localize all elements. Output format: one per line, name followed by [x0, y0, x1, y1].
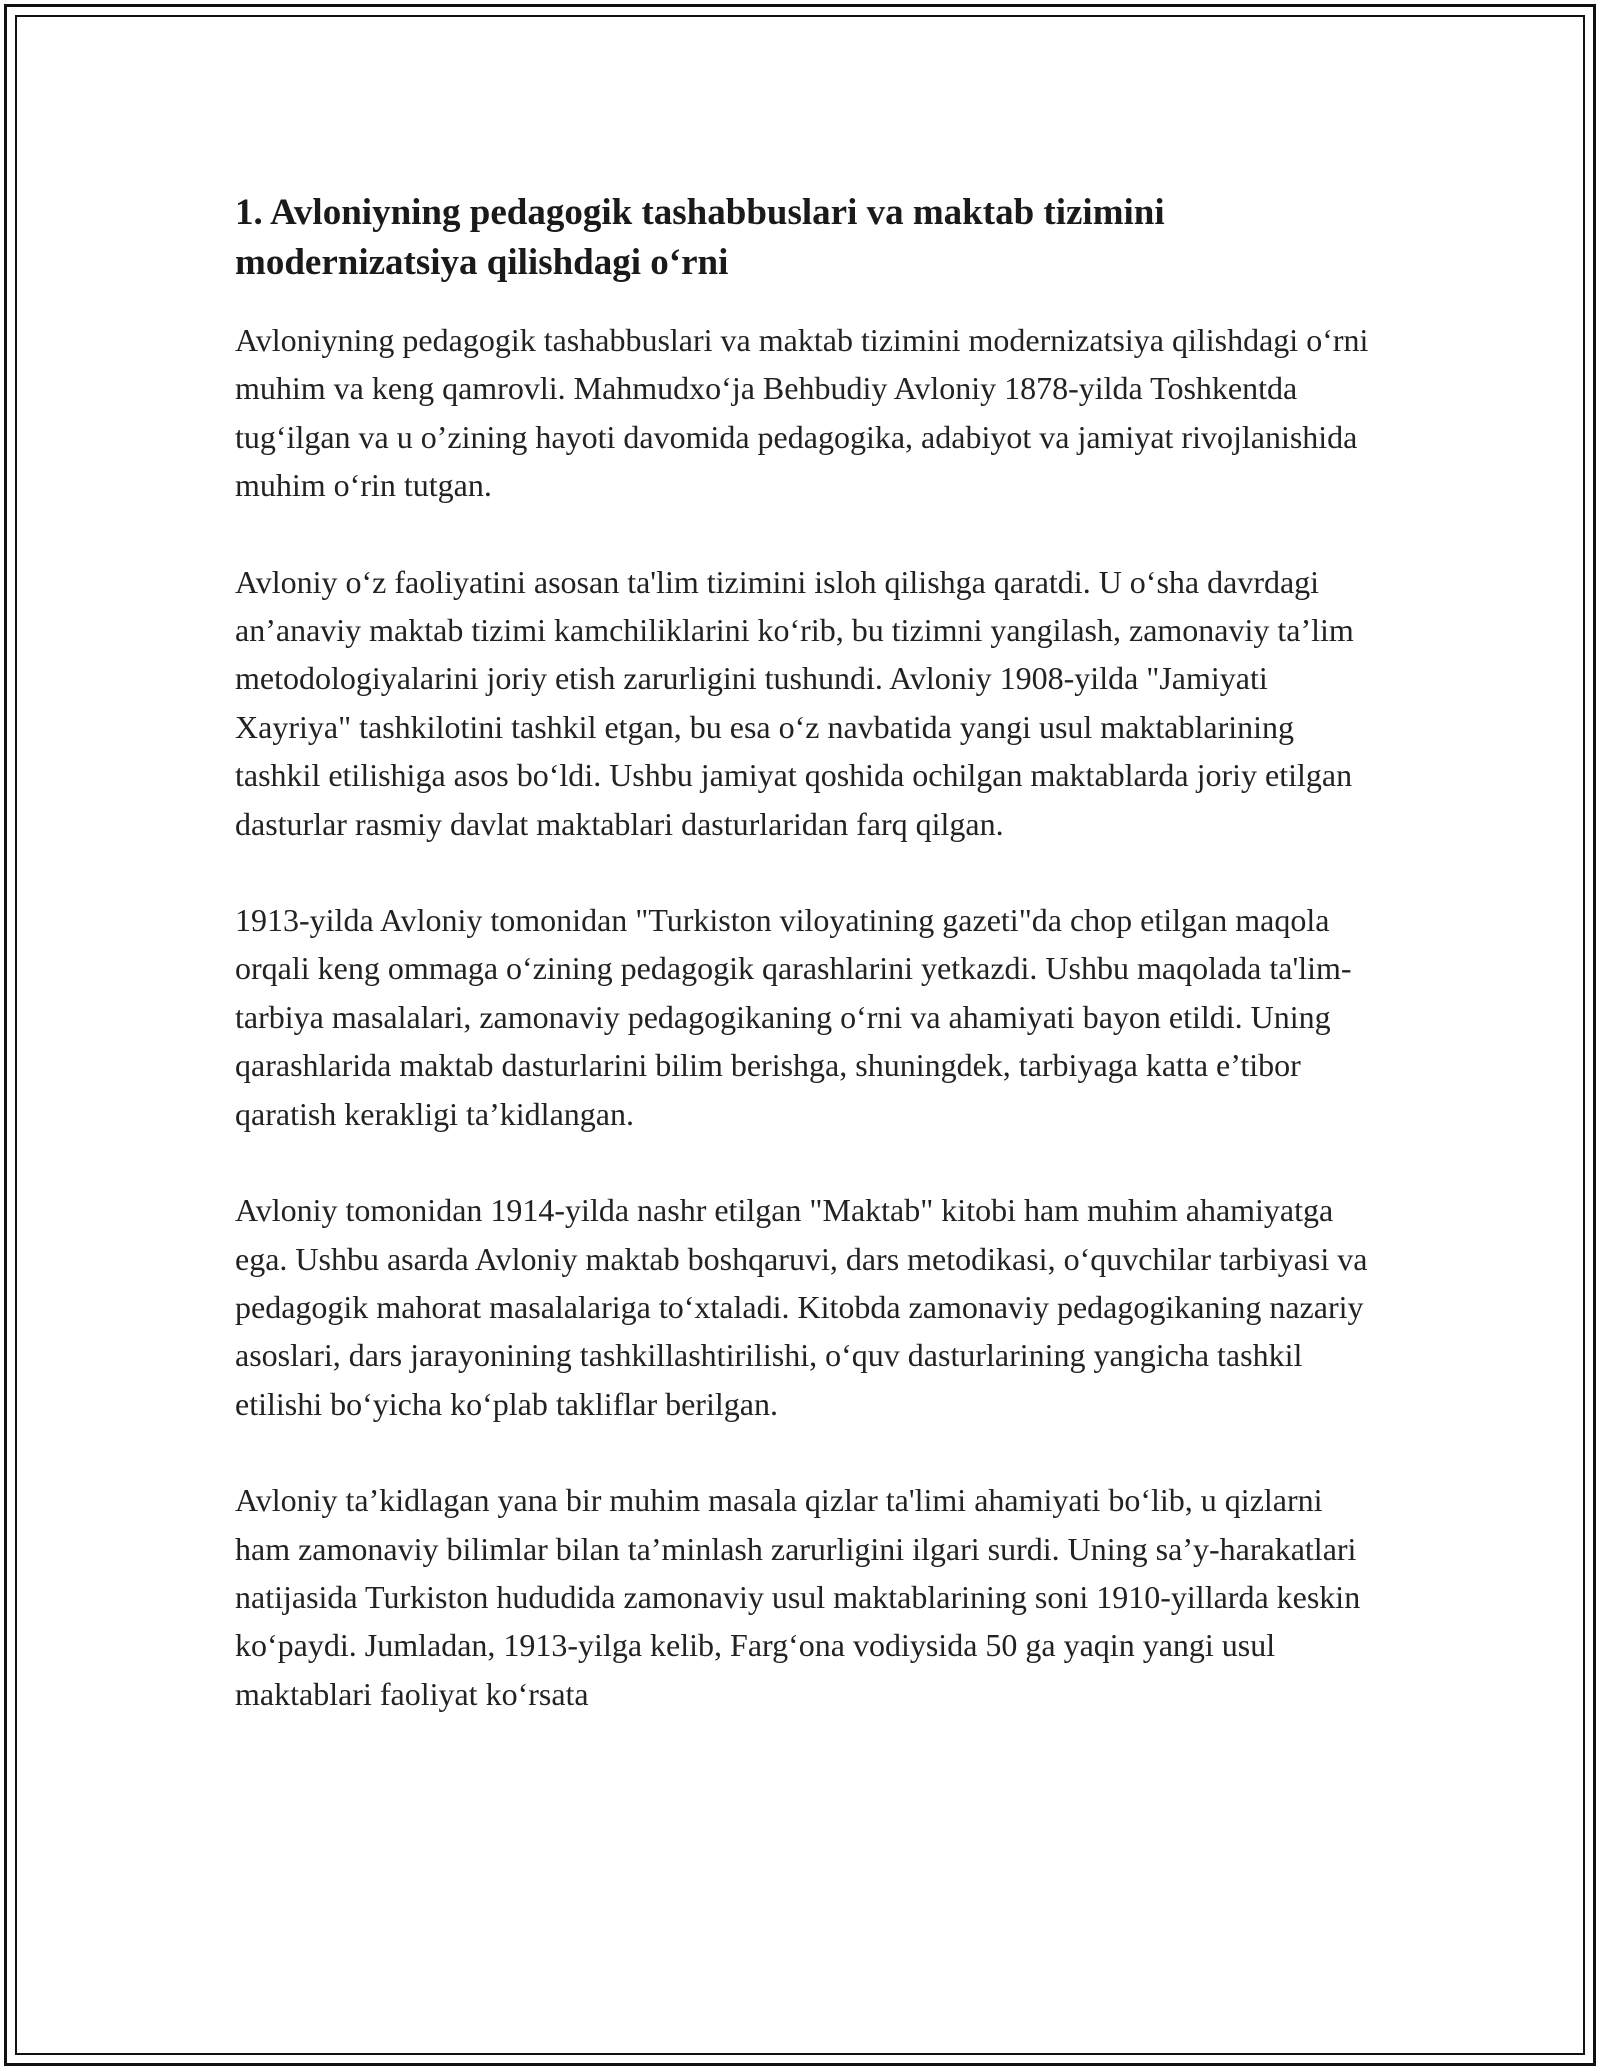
paragraph-3: 1913-yilda Avloniy tomonidan "Turkiston viloyatining gazeti"da chop etilgan maqola orqali keng ommaga o‘zining pedagogik qarashlarini yetkazdi. Ushbu maqolada ta'lim-tarbiya masalalari, zamonaviy pedagogikaning o‘rni va ahamiyati bayon etildi. Uning qarashlarida maktab dasturlarini bilim berishga, shuningdek, tarbiyaga katta e’tibor qaratish kerakligi ta’kidlangan. [235, 902, 1352, 1132]
paragraph-1: Avloniyning pedagogik tashabbuslari va maktab tizimini modernizatsiya qilishdagi o‘rni muhim va keng qamrovli. Mahmudxo‘ja Behbudiy Avloniy 1878-yilda Toshkentda tug‘ilgan va u o’zining hayoti davomida pedagogika, adabiyot va jamiyat rivojlanishida muhim o‘rin tutgan. [235, 322, 1369, 504]
paragraph-5: Avloniy ta’kidlagan yana bir muhim masala qizlar ta'limi ahamiyati bo‘lib, u qizlarni ham zamonaviy bilimlar bilan ta’minlash zarurligini ilgari surdi. Uning sa’y-harakatlari natijasida Turkiston hududida zamonaviy usul maktablarining soni 1910-yillarda keskin ko‘paydi. Jumladan, 1913-yilga kelib, Farg‘ona vodiysida 50 ga yaqin yangi usul maktablari faoliyat ko‘rsata [235, 1482, 1361, 1712]
paragraph-2: Avloniy o‘z faoliyatini asosan ta'lim tizimini isloh qilishga qaratdi. U o‘sha davrdagi an’anaviy maktab tizimi kamchiliklarini ko‘rib, bu tizimni yangilash, zamonaviy ta’lim metodologiyalarini joriy etish zarurligini tushundi. Avloniy 1908-yilda "Jamiyati Xayriya" tashkilotini tashkil etgan, bu esa o‘z navbatida yangi usul maktablarining tashkil etilishiga asos bo‘ldi. Ushbu jamiyat qoshida ochilgan maktablarda joriy etilgan dasturlar rasmiy davlat maktablari dasturlaridan farq qilgan. [235, 563, 1354, 842]
document-body [235, 188, 1375, 1766]
paragraph-4: Avloniy tomonidan 1914-yilda nashr etilgan "Maktab" kitobi ham muhim ahamiyatga ega. Ushbu asarda Avloniy maktab boshqaruvi, dars metodikasi, o‘quvchilar tarbiyasi va pedagogik mahorat masalalariga to‘xtaladi. Kitobda zamonaviy pedagogikaning nazariy asoslari, dars jarayonining tashkillashtirilishi, o‘quv dasturlarining yangicha tashkil etilishi bo‘yicha ko‘plab takliflar berilgan. [235, 1192, 1368, 1422]
section-heading: 1. Avloniyning pedagogik tashabbuslari va maktab tizimini modernizatsiya qilishdagi o‘rni [235, 192, 1165, 283]
